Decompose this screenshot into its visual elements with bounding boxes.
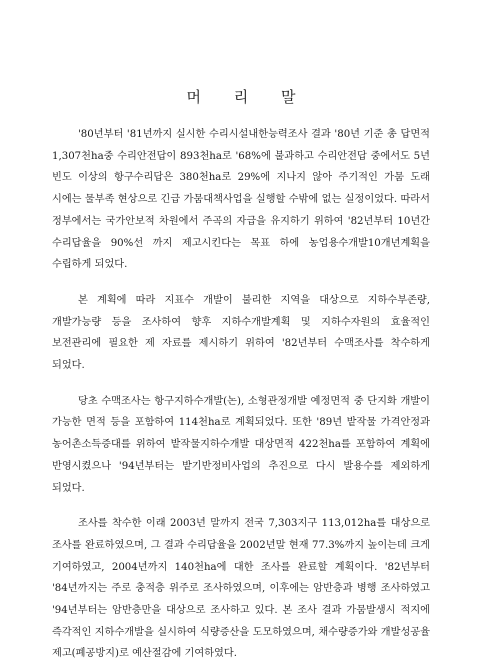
page-title: 머 리 말 [186, 88, 310, 106]
paragraph-4: 조사를 착수한 이래 2003년 말까지 전국 7,303지구 113,012ha를 대상으로 조사를 완료하였으며, 그 결과 수리답율을 2002년말 현재 77.3%까지 높이는데 크게 기여하였고, 2004년까지 140천ha에 대한 조사를 완료할 계획이다. '82년부터 '84년까지는 주로 충적층 위주로 조사하였으며, 이후에는 암반층과 병행 조사하였고 '94년부터는 암반층만을 대상으로 조사하고 있다. 본 조사 결과 가뭄발생시 적지에 즉각적인 지하수개발을 실시하여 식량증산을 도모하였으며, 채수량증가와 개발성공율 제고(폐공방지)로 예산절감에 기여하였다. [52, 518, 430, 660]
paragraph-1: '80년부터 '81년까지 실시한 수리시설내한능력조사 결과 '80년 기준 총 답면적 1,307천ha중 수리안전답이 893천ha로 '68%에 불과하고 수리안전답 중에서도 5년 빈도 이상의 항구수리답은 380천ha로 29%에 지나지 않아 주기적인 가뭄 도래 시에는 물부족 현상으로 긴급 가뭄대책사업을 실행할 수밖에 없는 실정이었다. 따라서 정부에서는 국가안보적 차원에서 주곡의 자급을 유지하기 위하여 '82년부터 10년간 수리답율을 90%선 까지 제고시킨다는 목표 하에 농업용수개발10개년계획을 수립하게 되었다. [52, 129, 430, 271]
paragraph-3: 당초 수맥조사는 항구지하수개발(논), 소형관정개발 예정면적 중 단지화 개발이 가능한 면적 등을 포함하여 114천ha로 계획되었다. 또한 '89년 밭작물 가격안정과 농어촌소득증대를 위하여 밭작물지하수개발 대상면적 422천ha를 포함하여 계획에 반영시켰으나 '94년부터는 밭기반정비사업의 추진으로 다시 발용수를 제외하게 되었다. [52, 395, 430, 494]
paragraph-2: 본 계획에 따라 지표수 개발이 불리한 지역을 대상으로 지하수부존량, 개발가능량 등을 조사하여 향후 지하수개발계획 및 지하수자원의 효율적인 보전관리에 필요한 제 자료를 제시하기 위하여 '82년부터 수맥조사를 착수하게 되었다. [52, 294, 430, 372]
